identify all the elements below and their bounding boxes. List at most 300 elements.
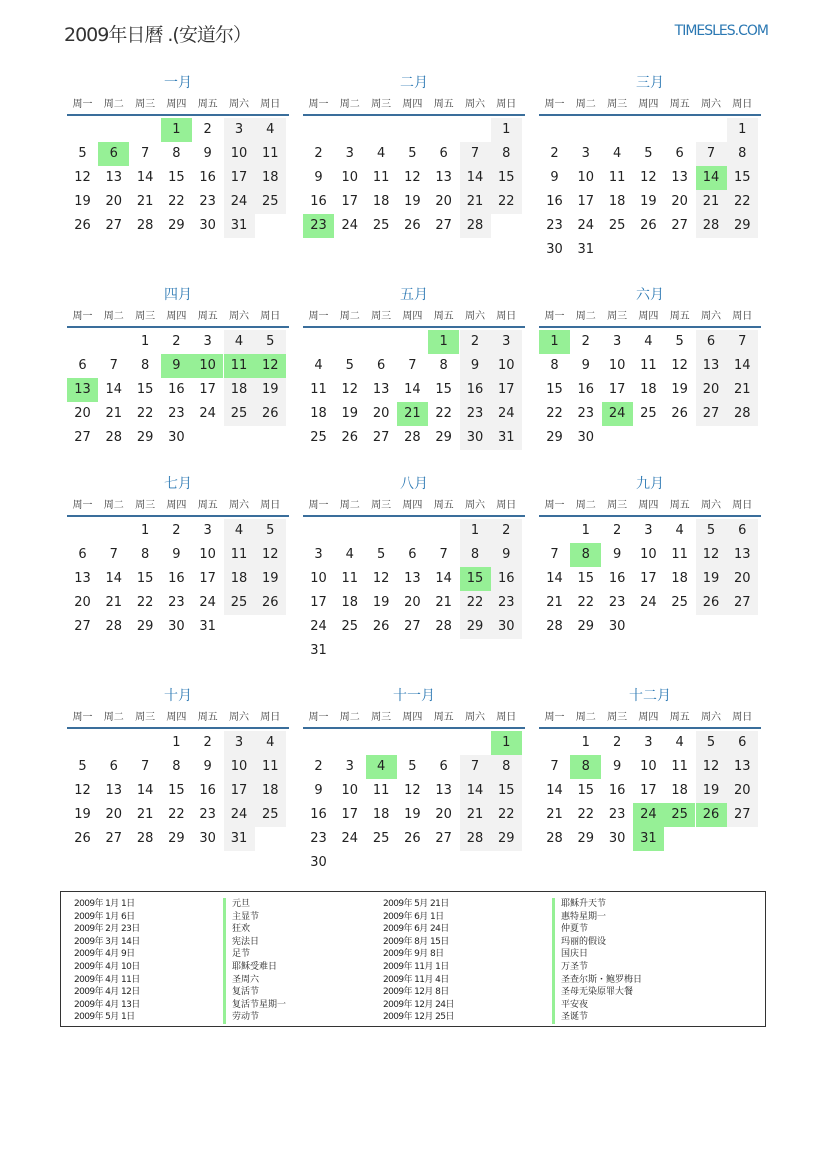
day-cell: 6 — [78, 547, 87, 562]
day-cell: 18 — [224, 567, 255, 591]
day-cell: 10 — [491, 354, 522, 378]
weekday-label: 周二 — [103, 311, 124, 322]
day-cell: 8 — [491, 142, 522, 166]
month-title: 十月 — [164, 688, 192, 704]
day-cell: 5 — [408, 146, 417, 161]
day-cell: 21 — [696, 190, 727, 214]
day-cell: 17 — [577, 194, 595, 209]
legend-date: 2009年 2月 23日 — [74, 924, 140, 935]
weekday-label: 周六 — [701, 712, 721, 723]
day-cell: 9 — [172, 547, 181, 562]
day-cell: 28 — [546, 831, 563, 846]
weekday-label: 周三 — [135, 500, 156, 511]
day-cell: 29 — [577, 831, 595, 846]
legend-holiday-name: 复活节 — [223, 986, 286, 999]
day-cell: 13 — [671, 170, 688, 185]
day-cell: 31 — [310, 643, 327, 658]
day-cell: 3 — [224, 731, 255, 755]
day-cell: 19 — [341, 406, 359, 421]
day-cell: 15 — [491, 166, 522, 190]
holiday-cell: 21 — [397, 402, 428, 426]
day-cell: 19 — [404, 807, 421, 822]
day-cell: 14 — [460, 779, 491, 803]
holiday-cell: 1 — [161, 118, 192, 142]
day-cell: 12 — [671, 358, 688, 373]
day-cell: 4 — [314, 358, 323, 373]
day-cell: 28 — [460, 214, 491, 238]
day-cell: 9 — [612, 759, 622, 774]
day-cell: 2 — [203, 122, 212, 137]
day-cell: 9 — [491, 543, 522, 567]
day-cell: 1 — [727, 118, 758, 142]
brand-logo[interactable]: TIMESLES.COM — [674, 23, 768, 39]
day-cell: 26 — [671, 406, 688, 421]
day-cell: 11 — [671, 547, 688, 562]
day-cell: 14 — [546, 783, 563, 798]
day-cell: 4 — [376, 146, 386, 161]
day-cell: 20 — [372, 406, 390, 421]
weekday-label: 周三 — [371, 500, 392, 511]
holiday-cell: 14 — [696, 166, 727, 190]
day-cell: 13 — [105, 170, 123, 185]
day-cell: 21 — [546, 595, 563, 610]
day-cell: 20 — [105, 194, 123, 209]
holiday-cell: 4 — [366, 755, 397, 779]
day-cell: 30 — [168, 619, 185, 634]
day-cell: 13 — [435, 170, 452, 185]
day-cell: 10 — [310, 571, 327, 586]
day-cell: 2 — [550, 146, 559, 161]
day-cell: 5 — [696, 519, 727, 543]
day-cell: 26 — [404, 218, 421, 233]
day-cell: 8 — [460, 543, 491, 567]
day-cell: 31 — [491, 426, 522, 450]
day-cell: 13 — [727, 755, 758, 779]
day-cell: 29 — [546, 430, 563, 445]
day-cell: 3 — [203, 523, 212, 538]
day-cell: 24 — [310, 619, 327, 634]
weekday-header — [303, 709, 525, 729]
legend-dates-right — [383, 898, 454, 1024]
holiday-cell: 12 — [255, 354, 286, 378]
day-cell: 16 — [460, 378, 491, 402]
day-cell: 7 — [439, 547, 448, 562]
day-cell: 22 — [460, 591, 491, 615]
day-cell: 8 — [172, 146, 181, 161]
day-cell: 13 — [372, 382, 390, 397]
day-cell: 21 — [136, 807, 154, 822]
day-cell: 3 — [203, 334, 212, 349]
day-cell: 23 — [577, 406, 595, 421]
weekday-label: 周四 — [166, 500, 187, 511]
weekday-label: 周一 — [308, 99, 329, 110]
day-cell: 8 — [439, 358, 448, 373]
weekday-label: 周五 — [433, 500, 454, 511]
day-cell: 6 — [376, 358, 386, 373]
weekday-label: 周四 — [638, 99, 659, 110]
day-cell: 9 — [203, 759, 212, 774]
day-cell: 25 — [255, 190, 286, 214]
day-cell: 24 — [341, 218, 359, 233]
day-cell: 14 — [460, 166, 491, 190]
legend-holiday-name: 狂欢 — [223, 923, 286, 936]
day-cell: 18 — [608, 194, 626, 209]
day-cell: 21 — [435, 595, 452, 610]
legend-names-right — [552, 898, 642, 1024]
day-cell: 16 — [199, 170, 216, 185]
holiday-cell: 24 — [633, 803, 664, 827]
holiday-cell: 1 — [491, 731, 522, 755]
day-cell: 20 — [671, 194, 688, 209]
day-cell: 20 — [105, 807, 123, 822]
day-cell: 6 — [109, 759, 118, 774]
day-cell: 10 — [224, 755, 255, 779]
legend-names-left — [223, 898, 286, 1024]
day-cell: 7 — [109, 547, 118, 562]
day-cell: 30 — [546, 242, 563, 257]
day-cell: 17 — [608, 382, 626, 397]
weekday-label: 周一 — [544, 500, 565, 511]
day-cell: 27 — [105, 218, 123, 233]
day-cell: 28 — [546, 619, 563, 634]
legend-date: 2009年 4月 13日 — [74, 999, 140, 1010]
day-cell: 3 — [224, 118, 255, 142]
day-cell: 1 — [581, 735, 590, 750]
weekday-label: 周一 — [544, 99, 565, 110]
day-cell: 15 — [136, 571, 154, 586]
day-cell: 7 — [727, 330, 758, 354]
weekday-label: 周日 — [260, 712, 281, 723]
day-cell: 13 — [727, 543, 758, 567]
legend-date: 2009年 12月 25日 — [383, 1012, 454, 1023]
day-cell: 11 — [255, 142, 286, 166]
day-cell: 9 — [314, 170, 323, 185]
day-cell: 4 — [612, 146, 622, 161]
day-cell: 19 — [671, 382, 688, 397]
day-cell: 19 — [696, 567, 727, 591]
day-cell: 1 — [172, 735, 181, 750]
weekday-label: 周日 — [732, 500, 753, 511]
day-cell: 30 — [168, 430, 185, 445]
day-cell: 6 — [675, 146, 684, 161]
legend-date: 2009年 12月 8日 — [383, 987, 449, 998]
day-cell: 27 — [74, 430, 91, 445]
day-cell: 25 — [224, 591, 255, 615]
day-cell: 3 — [644, 735, 653, 750]
weekday-label: 周五 — [433, 99, 454, 110]
day-cell: 7 — [109, 358, 118, 373]
weekday-label: 周三 — [135, 712, 156, 723]
weekday-label: 周四 — [638, 311, 659, 322]
day-cell: 25 — [255, 803, 286, 827]
weekday-label: 周三 — [607, 311, 628, 322]
weekday-label: 周五 — [669, 712, 690, 723]
day-cell: 24 — [640, 595, 657, 610]
holiday-cell: 10 — [192, 354, 223, 378]
day-cell: 3 — [491, 330, 522, 354]
day-cell: 1 — [581, 523, 590, 538]
day-cell: 18 — [671, 571, 688, 586]
day-cell: 22 — [577, 807, 595, 822]
day-cell: 28 — [136, 831, 154, 846]
day-cell: 15 — [136, 382, 154, 397]
weekday-label: 周一 — [72, 99, 93, 110]
weekday-header — [303, 96, 525, 116]
day-cell: 29 — [435, 430, 452, 445]
legend-holiday-name: 平安夜 — [552, 999, 642, 1012]
day-cell: 9 — [612, 547, 622, 562]
day-cell: 17 — [341, 194, 359, 209]
day-cell: 22 — [491, 190, 522, 214]
day-cell: 3 — [314, 547, 323, 562]
day-cell: 22 — [136, 406, 154, 421]
day-cell: 30 — [460, 426, 491, 450]
day-cell: 4 — [224, 519, 255, 543]
weekday-header — [67, 96, 289, 116]
weekday-header — [539, 96, 761, 116]
day-cell: 18 — [372, 194, 390, 209]
weekday-label: 周二 — [339, 500, 360, 511]
day-cell: 24 — [491, 402, 522, 426]
legend-holiday-name: 主显节 — [223, 911, 286, 924]
weekday-label: 周六 — [465, 99, 485, 110]
day-cell: 19 — [404, 194, 421, 209]
day-cell: 7 — [460, 755, 491, 779]
weekday-label: 周五 — [669, 311, 690, 322]
day-cell: 5 — [78, 146, 87, 161]
legend-holiday-name: 圣母无染原罪大餐 — [552, 986, 642, 999]
day-cell: 15 — [546, 382, 563, 397]
day-cell: 30 — [491, 615, 522, 639]
day-cell: 12 — [696, 543, 727, 567]
legend-date: 2009年 1月 6日 — [74, 911, 135, 922]
day-cell: 25 — [671, 595, 688, 610]
weekday-label: 周三 — [135, 311, 156, 322]
day-cell: 13 — [105, 783, 123, 798]
day-cell: 19 — [640, 194, 657, 209]
day-cell: 5 — [255, 330, 286, 354]
day-cell: 18 — [640, 382, 657, 397]
weekday-label: 周五 — [433, 712, 454, 723]
day-cell: 10 — [640, 547, 657, 562]
day-cell: 23 — [168, 406, 185, 421]
weekday-label: 周四 — [166, 99, 187, 110]
day-cell: 14 — [105, 571, 123, 586]
day-cell: 13 — [435, 783, 452, 798]
day-cell: 11 — [224, 543, 255, 567]
day-cell: 11 — [608, 170, 626, 185]
day-cell: 17 — [341, 807, 359, 822]
day-cell: 10 — [577, 170, 595, 185]
day-cell: 6 — [727, 519, 758, 543]
weekday-label: 周一 — [72, 712, 93, 723]
day-cell: 23 — [546, 218, 563, 233]
day-cell: 17 — [199, 382, 216, 397]
day-cell: 30 — [577, 430, 595, 445]
day-cell: 24 — [224, 803, 255, 827]
day-cell: 22 — [491, 803, 522, 827]
day-cell: 27 — [435, 218, 452, 233]
day-cell: 28 — [460, 827, 491, 851]
day-cell: 19 — [255, 567, 286, 591]
day-cell: 16 — [168, 571, 185, 586]
holiday-cell: 6 — [98, 142, 129, 166]
day-cell: 9 — [581, 358, 590, 373]
day-cell: 27 — [74, 619, 91, 634]
day-cell: 6 — [727, 731, 758, 755]
legend-holiday-name: 耶稣受难日 — [223, 961, 286, 974]
day-cell: 7 — [550, 759, 559, 774]
day-cell: 22 — [168, 194, 185, 209]
weekday-label: 周五 — [433, 311, 454, 322]
day-cell: 13 — [696, 354, 727, 378]
day-cell: 23 — [608, 595, 626, 610]
day-cell: 11 — [372, 783, 390, 798]
day-cell: 23 — [199, 194, 216, 209]
weekday-label: 周日 — [732, 712, 753, 723]
day-cell: 29 — [491, 827, 522, 851]
day-cell: 27 — [671, 218, 688, 233]
weekday-label: 周三 — [371, 311, 392, 322]
day-cell: 6 — [78, 358, 87, 373]
weekday-label: 周六 — [229, 311, 249, 322]
day-cell: 23 — [168, 595, 185, 610]
day-cell: 27 — [105, 831, 123, 846]
day-cell: 9 — [460, 354, 491, 378]
day-cell: 21 — [105, 595, 123, 610]
month-title: 六月 — [636, 287, 664, 303]
weekday-label: 周四 — [166, 712, 187, 723]
day-cell: 17 — [310, 595, 327, 610]
weekday-header — [539, 308, 761, 328]
day-cell: 18 — [341, 595, 359, 610]
weekday-label: 周四 — [638, 500, 659, 511]
weekday-label: 周五 — [197, 500, 218, 511]
day-cell: 17 — [491, 378, 522, 402]
legend-holiday-name: 惠特星期一 — [552, 911, 642, 924]
day-cell: 5 — [345, 358, 354, 373]
day-cell: 12 — [74, 170, 91, 185]
month-title: 三月 — [636, 75, 664, 91]
weekday-label: 周五 — [197, 311, 218, 322]
day-cell: 5 — [675, 334, 684, 349]
day-cell: 31 — [577, 242, 595, 257]
day-cell: 20 — [727, 567, 758, 591]
day-cell: 26 — [404, 831, 421, 846]
day-cell: 23 — [608, 807, 626, 822]
weekday-label: 周五 — [669, 500, 690, 511]
day-cell: 15 — [168, 170, 185, 185]
day-cell: 8 — [550, 358, 559, 373]
day-cell: 17 — [640, 571, 657, 586]
day-cell: 24 — [341, 831, 359, 846]
day-cell: 26 — [341, 430, 359, 445]
weekday-label: 周六 — [229, 712, 249, 723]
weekday-label: 周一 — [308, 311, 329, 322]
day-cell: 26 — [255, 591, 286, 615]
day-cell: 22 — [546, 406, 563, 421]
day-cell: 13 — [404, 571, 421, 586]
weekday-label: 周五 — [197, 712, 218, 723]
day-cell: 4 — [255, 731, 286, 755]
weekday-label: 周六 — [465, 712, 485, 723]
day-cell: 7 — [408, 358, 417, 373]
day-cell: 2 — [491, 519, 522, 543]
day-cell: 24 — [577, 218, 595, 233]
day-cell: 11 — [372, 170, 390, 185]
day-cell: 27 — [372, 430, 390, 445]
weekday-label: 周二 — [103, 500, 124, 511]
weekday-label: 周五 — [197, 99, 218, 110]
day-cell: 22 — [136, 595, 154, 610]
legend-holiday-name: 圣周六 — [223, 974, 286, 987]
day-cell: 25 — [310, 430, 327, 445]
day-cell: 15 — [168, 783, 185, 798]
day-cell: 22 — [168, 807, 185, 822]
day-cell: 8 — [172, 759, 181, 774]
legend-date: 2009年 11月 1日 — [383, 961, 449, 972]
weekday-label: 周六 — [701, 99, 721, 110]
day-cell: 6 — [439, 759, 448, 774]
day-cell: 16 — [199, 783, 216, 798]
day-cell: 21 — [546, 807, 563, 822]
day-cell: 9 — [550, 170, 559, 185]
holiday-cell: 26 — [696, 803, 727, 827]
weekday-label: 周二 — [339, 99, 360, 110]
day-cell: 12 — [341, 382, 359, 397]
day-cell: 19 — [255, 378, 286, 402]
day-cell: 21 — [460, 190, 491, 214]
day-cell: 27 — [696, 402, 727, 426]
day-cell: 1 — [460, 519, 491, 543]
weekday-label: 周一 — [544, 712, 565, 723]
day-cell: 18 — [255, 166, 286, 190]
legend-holiday-name: 圣诞节 — [552, 1011, 642, 1024]
day-cell: 12 — [255, 543, 286, 567]
weekday-label: 周三 — [607, 99, 628, 110]
day-cell: 7 — [696, 142, 727, 166]
legend-holiday-name: 国庆日 — [552, 948, 642, 961]
day-cell: 5 — [255, 519, 286, 543]
day-cell: 26 — [74, 218, 91, 233]
day-cell: 28 — [727, 402, 758, 426]
legend-date: 2009年 4月 11日 — [74, 974, 140, 985]
day-cell: 20 — [435, 194, 452, 209]
weekday-label: 周日 — [496, 500, 517, 511]
day-cell: 14 — [727, 354, 758, 378]
weekday-header — [303, 308, 525, 328]
legend-date: 2009年 3月 14日 — [74, 936, 140, 947]
legend-date: 2009年 11月 4日 — [383, 974, 449, 985]
day-cell: 12 — [640, 170, 657, 185]
day-cell: 10 — [608, 358, 626, 373]
day-cell: 7 — [140, 759, 150, 774]
day-cell: 21 — [727, 378, 758, 402]
day-cell: 5 — [376, 547, 386, 562]
day-cell: 14 — [404, 382, 421, 397]
legend-holiday-name: 劳动节 — [223, 1011, 286, 1024]
day-cell: 25 — [341, 619, 359, 634]
day-cell: 21 — [136, 194, 154, 209]
month-title: 十二月 — [629, 688, 671, 704]
day-cell: 27 — [727, 591, 758, 615]
weekday-label: 周日 — [260, 311, 281, 322]
day-cell: 16 — [168, 382, 185, 397]
day-cell: 10 — [640, 759, 657, 774]
weekday-label: 周三 — [607, 500, 628, 511]
day-cell: 29 — [460, 615, 491, 639]
month-title: 一月 — [164, 75, 192, 91]
